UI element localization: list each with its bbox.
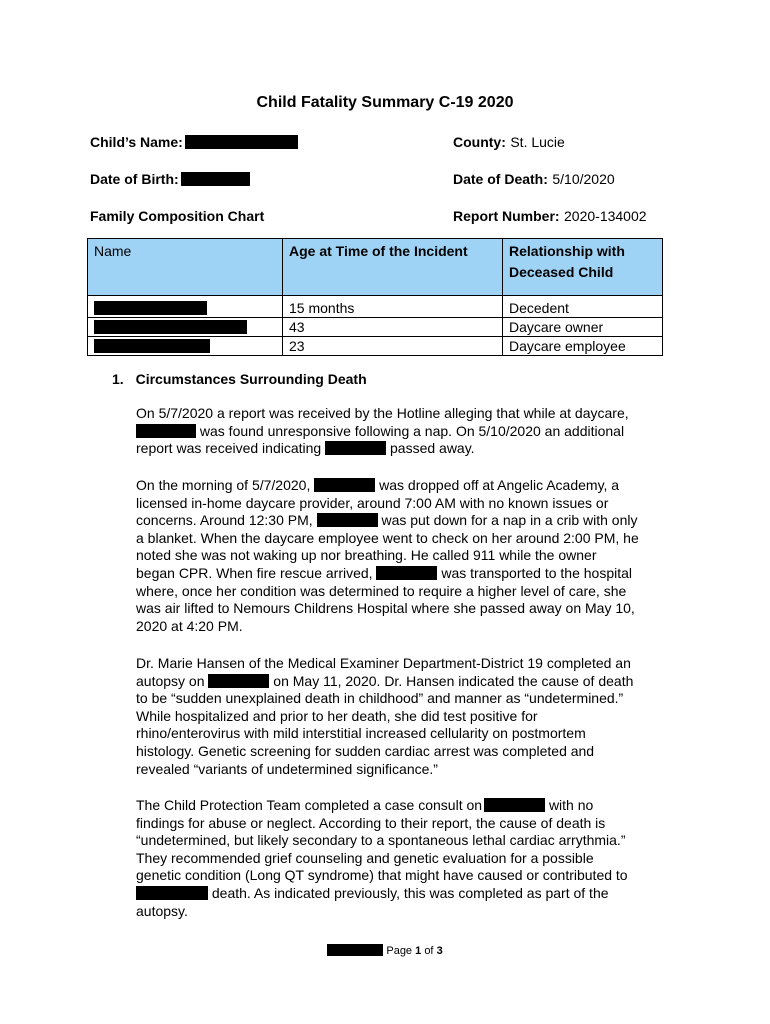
text-line: findings for abuse or neglect. According to their report, the cause of death is <box>136 814 606 831</box>
text-span: was dropped off at Angelic Academy, a <box>379 477 620 493</box>
redaction-bar <box>185 135 298 149</box>
text-line: Dr. Marie Hansen of the Medical Examiner Department-District 19 completed an <box>136 655 631 671</box>
childs-name-field <box>90 134 298 152</box>
text-line <box>136 477 691 495</box>
text-span: On the morning of 5/7/2020, <box>136 477 311 493</box>
age-cell: 43 <box>283 318 503 337</box>
redaction-bar <box>94 301 207 315</box>
page-current: 1 <box>415 945 422 957</box>
text-line: On 5/7/2020 a report was received by the Hotline alleging that while at daycare, <box>136 405 629 421</box>
text-line: noted she was not waking up nor breathing. He called 911 while the owner <box>136 547 597 564</box>
text-line: autopsy. <box>136 902 188 919</box>
header-relationship: Relationship with Deceased Child <box>503 239 663 296</box>
dob-label: Date of Birth: <box>90 171 179 187</box>
dod-label: Date of Death: <box>453 171 548 187</box>
page-footer <box>0 944 770 957</box>
redaction-bar <box>317 513 378 527</box>
text-span: death. As indicated previously, this was completed as part of the <box>211 884 609 901</box>
text-line <box>136 565 691 583</box>
page-total: 3 <box>436 945 443 957</box>
section-heading <box>112 371 367 387</box>
text-line: a blanket. When the daycare employee went to check on her around 2:00 PM, he <box>136 529 639 546</box>
redaction-bar <box>94 320 247 334</box>
paragraph-4 <box>136 797 691 920</box>
redaction-bar <box>94 339 210 353</box>
paragraph-3 <box>136 655 691 778</box>
text-line: They recommended grief counseling and genetic evaluation for a possible <box>136 849 594 866</box>
childs-name-label: Child’s Name: <box>90 134 183 150</box>
relationship-cell: Decedent <box>503 296 663 318</box>
of-word: of <box>424 945 434 957</box>
header-name: Name <box>88 239 283 296</box>
paragraph-2 <box>136 477 691 635</box>
text-span: began CPR. When fire rescue arrived, <box>136 564 373 581</box>
report-number-field <box>453 208 647 226</box>
redaction-bar <box>484 798 545 812</box>
family-composition-table <box>87 238 663 356</box>
age-cell: 15 months <box>283 296 503 318</box>
relationship-cell: Daycare employee <box>503 337 663 356</box>
county-label: County: <box>453 134 506 150</box>
text-span: was transported to the hospital <box>441 564 633 581</box>
dod-field <box>453 171 615 189</box>
table-row <box>88 296 663 318</box>
text-line: licensed in-home daycare provider, around 7:00 AM with no known issues or <box>136 494 609 511</box>
report-value: 2020-134002 <box>564 208 647 224</box>
table-header-row <box>88 239 663 296</box>
text-line: was air lifted to Nemours Childrens Hospital where she passed away on May 10, <box>136 600 635 617</box>
text-line: While hospitalized and prior to her death, she did test positive for <box>136 707 538 724</box>
name-cell <box>88 337 283 356</box>
redaction-bar <box>376 566 437 580</box>
text-line: rhino/enterovirus with mild interstitial increased cellularity on postmortem <box>136 725 586 742</box>
redaction-bar <box>181 172 250 186</box>
table-row <box>88 318 663 337</box>
text-span: was put down for a nap in a crib with only <box>381 512 638 529</box>
name-cell <box>88 318 283 337</box>
family-chart-label: Family Composition Chart <box>90 208 265 224</box>
text-line <box>136 673 691 691</box>
redaction-bar <box>325 441 386 455</box>
name-cell <box>88 296 283 318</box>
redaction-bar <box>136 886 208 900</box>
text-span: was found unresponsive following a nap. On 5/10/2020 an additional <box>199 422 625 439</box>
table-row <box>88 337 663 356</box>
text-line: to be “sudden unexplained death in childhood” and manner as “undetermined.” <box>136 690 624 707</box>
text-span: on May 11, 2020. Dr. Hansen indicated the cause of death <box>273 672 634 689</box>
text-span: report was received indicating <box>136 440 322 457</box>
text-line <box>136 885 691 903</box>
header-age: Age at Time of the Incident <box>283 239 503 296</box>
text-span: passed away. <box>390 440 475 457</box>
text-span: autopsy on <box>136 672 205 689</box>
report-label: Report Number: <box>453 208 560 224</box>
page-word: Page <box>386 945 413 957</box>
text-span: concerns. Around 12:30 PM, <box>136 512 313 529</box>
redaction-bar <box>136 424 196 438</box>
county-value: St. Lucie <box>510 134 565 150</box>
document-title: Child Fatality Summary C-19 2020 <box>256 94 514 111</box>
text-span: The Child Protection Team completed a case consult on <box>136 797 483 813</box>
redaction-bar <box>314 478 375 492</box>
text-line: 2020 at 4:20 PM. <box>136 617 243 634</box>
text-line: “undetermined, but likely secondary to a spontaneous lethal cardiac arrythmia.” <box>136 832 626 849</box>
redaction-bar <box>327 944 383 956</box>
redaction-bar <box>208 674 269 688</box>
text-line: histology. Genetic screening for sudden cardiac arrest was completed and <box>136 742 595 759</box>
text-line: genetic condition (Long QT syndrome) that might have caused or contributed to <box>136 867 628 884</box>
age-cell: 23 <box>283 337 503 356</box>
text-line: revealed “variants of undetermined significance.” <box>136 760 438 777</box>
relationship-cell: Daycare owner <box>503 318 663 337</box>
dob-field <box>90 171 250 189</box>
section-number: 1. <box>112 371 124 387</box>
text-line <box>136 797 691 815</box>
text-line <box>136 423 691 441</box>
text-line <box>136 440 691 458</box>
text-line <box>136 512 691 530</box>
paragraph-1 <box>136 405 691 458</box>
dod-value: 5/10/2020 <box>552 171 615 187</box>
county-field <box>453 134 565 152</box>
section-title: Circumstances Surrounding Death <box>135 371 367 387</box>
text-line: where, once her condition was determined to require a higher level of care, she <box>136 582 627 599</box>
text-span: with no <box>548 797 594 813</box>
